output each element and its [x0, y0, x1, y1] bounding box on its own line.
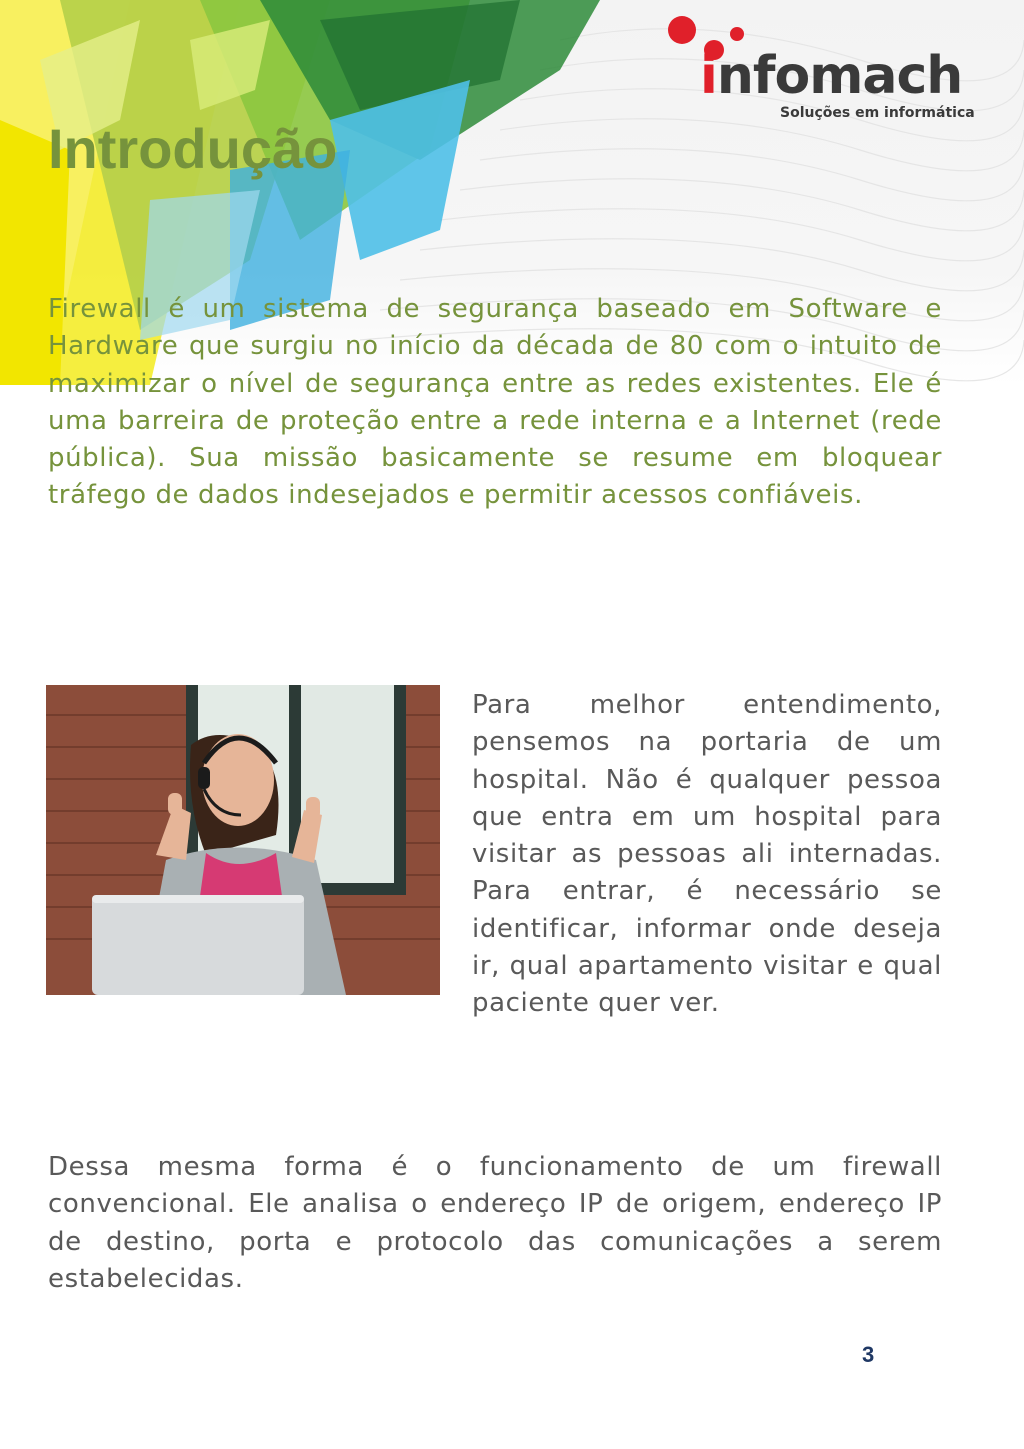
- closing-paragraph: Dessa mesma forma é o funcionamento de um firewall convencional. Ele analisa o endereço IP de origem, endereço IP de destino, porta e protocolo das comunicações a serem estabelecidas.: [48, 1152, 942, 1294]
- intro-paragraph: Firewall é um sistema de segurança baseado em Software e Hardware que surgiu no início da década de 80 com o intuito de maximizar o nível de segurança entre as redes existentes. Ele é uma barreira de proteção entre a rede interna e a Internet (rede pública). Sua missão basicamente se resume em bloquear tráfego de dados indesejados e permitir acessos confiáveis.: [48, 294, 942, 511]
- logo-tagline: Soluções em informática: [780, 105, 975, 121]
- woman-thumbs-up-photo: [46, 685, 440, 995]
- logo-dot-large: [668, 16, 696, 44]
- hospital-analogy-paragraph: Para melhor entendimento, pensemos na portaria de um hospital. Não é qualquer pessoa que entra em um hospital para visitar as pessoas ali internadas. Para entrar, é necessário se identificar, informar onde deseja ir, qual apartamento visitar e qual paciente quer ver.: [472, 690, 942, 1019]
- logo-dot-small: [730, 27, 744, 41]
- infomach-logo: [660, 10, 1010, 125]
- page-number: 3: [862, 1342, 875, 1367]
- page-title: Introdução: [48, 117, 338, 180]
- logo-brand: infomach: [700, 46, 963, 106]
- photo-illustration: [46, 685, 440, 995]
